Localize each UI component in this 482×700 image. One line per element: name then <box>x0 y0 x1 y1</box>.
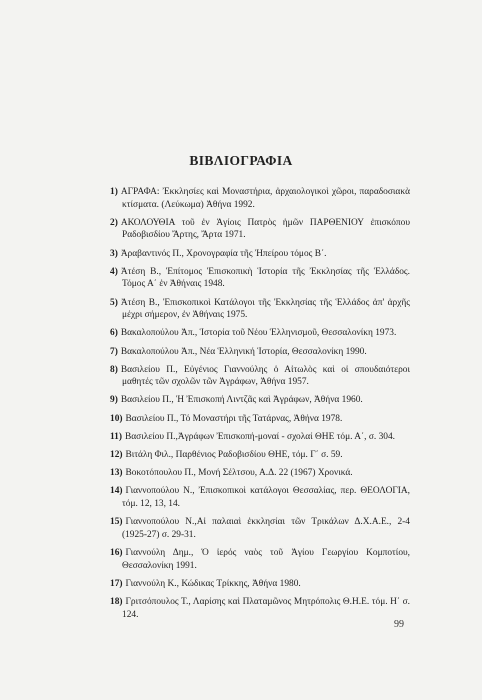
entry-text: Ἀτέση Β., Ἐπίτομος Ἐπισκοπικὴ Ἱστορία τῆς Ἐκκλησίας τῆς Ἑλλάδος. Τόμος Α΄ ἐν Ἀθήναις 1948. <box>120 266 410 290</box>
bibliography-entry <box>110 413 410 426</box>
entry-text: Βιτάλη Φιλ., Παρθένιος Ραδοβισδίου ΘΗΕ, τόμ. Γ΄ σ. 59. <box>125 450 343 461</box>
bibliography-entry <box>110 217 410 242</box>
entry-number: 3) <box>110 248 118 259</box>
entry-text: Βασιλείου Π., Εὐγένιος Γιαννούλης ὁ Αἰτωλὸς καὶ οἱ σπουδαιότεροι μαθητές τῶν σχολῶν τῶν Ἀγράφων, Ἀθήνα 1957. <box>120 364 410 388</box>
entry-text: Γιαννούλη Δημ., Ὁ ἱερός ναὸς τοῦ Ἁγίου Γεωργίου Κομποτίου, Θεσσαλονίκη 1991. <box>122 547 410 571</box>
bibliography-entry <box>110 516 410 541</box>
entry-text: Βακαλοπούλου Ἀπ., Ἱστορία τοῦ Νέου Ἑλληνισμοῦ, Θεσσαλονίκη 1973. <box>120 328 397 339</box>
entry-number: 1) <box>110 187 118 197</box>
entry-number: 10) <box>110 413 123 424</box>
bibliography-entry <box>110 431 410 444</box>
entry-text: ΑΚΟΛΟΥΘΙΑ τοῦ ἐν Ἁγίοις Πατρὸς ἡμῶν ΠΑΡΘΕΝΙΟΥ ἐπισκόπου Ραδοβισδίου Ἄρτης, Ἄρτα 1971. <box>120 217 410 241</box>
page-number: 99 <box>394 619 404 630</box>
entry-text: Βασιλείου Π., Ἡ Ἐπισκοπή Λιντζᾶς καὶ Ἀγράφων, Ἀθήνα 1960. <box>120 395 363 406</box>
bibliography-entry <box>110 346 410 359</box>
entry-number: 13) <box>110 468 123 479</box>
entry-number: 6) <box>110 328 118 339</box>
bibliography-entry <box>110 186 410 211</box>
entry-number: 16) <box>110 547 123 558</box>
bibliography-entry <box>110 596 410 621</box>
bibliography-entry <box>110 327 410 340</box>
entry-text: ΑΓΡΑΦΑ: Ἐκκλησίες καὶ Μοναστήρια, ἀρχαιολογικοὶ χῶροι, παραδοσιακὰ κτίσματα. (Λεύκωμα) Ἀθήνα 1992. <box>120 187 410 210</box>
bibliography-entry <box>110 266 410 291</box>
bibliography-entry <box>110 297 410 322</box>
entry-number: 12) <box>110 450 123 461</box>
bibliography-entry <box>110 547 410 572</box>
page-title: ΒΙΒΛΙΟΓΡΑΦΙΑ <box>189 153 293 168</box>
entry-number: 11) <box>110 431 122 442</box>
entry-text: Γιαννούλη Κ., Κώδικας Τρίκκης, Ἀθήνα 1980. <box>125 578 301 589</box>
bibliography-entry <box>110 578 410 591</box>
entry-number: 8) <box>110 364 118 375</box>
entry-number: 18) <box>110 596 123 607</box>
bibliography-entry <box>110 394 410 407</box>
entry-text: Ἀραβαντινός Π., Χρονογραφία τῆς Ἠπείρου τόμος Β΄. <box>120 248 327 259</box>
entry-number: 4) <box>110 266 118 277</box>
bibliography-entry <box>110 467 410 480</box>
bibliography-entry <box>110 449 410 462</box>
entry-text: Βασιλείου Π.,Ἀγράφων Ἐπισκοπή-μοναί - σχολαί ΘΗΕ τόμ. Α΄, σ. 304. <box>124 431 396 442</box>
entry-text: Βοκοτόπουλου Π., Μονή Σέλτσου, Α.Δ. 22 (1967) Χρονικά. <box>125 468 353 479</box>
entry-number: 14) <box>110 486 123 497</box>
entry-text: Γριτσόπουλος Τ., Λαρίσης καὶ Πλαταμῶνος Μητρόπολις Θ.Η.Ε. τόμ. Η΄ σ. 124. <box>122 596 410 620</box>
entry-text: Γιαννοπούλου Ν., Ἐπισκοπικοὶ κατάλογοι Θεσσαλίας, περ. ΘΕΟΛΟΓΙΑ, τόμ. 12, 13, 14. <box>122 486 410 509</box>
entry-number: 5) <box>110 297 118 308</box>
entry-number: 15) <box>110 517 123 528</box>
entry-text: Βακαλοπούλου Ἀπ., Νέα Ἑλληνική Ἱστορία, Θεσσαλονίκη 1990. <box>120 346 367 357</box>
entry-text: Γιαννοπούλου Ν.,Αἱ παλαιαὶ ἐκκλησίαι τῶν Τρικάλων Δ.Χ.Α.Ε., 2-4 (1925-27) σ. 29-31. <box>122 517 410 540</box>
entry-number: 17) <box>110 578 123 589</box>
bibliography-entry <box>110 248 410 261</box>
entry-text: Ἀτέση Β., Ἐπισκοπικοὶ Κατάλογοι τῆς Ἐκκλησίας τῆς Ἑλλάδος ἀπ' ἀρχῆς μέχρι σήμερον, ἐν Ἀθήναις 1975. <box>120 297 410 321</box>
bibliography-entry <box>110 485 410 510</box>
entry-number: 9) <box>110 395 118 406</box>
entry-text: Βασιλείου Π., Τό Μοναστήρι τῆς Τατάρνας, Ἀθήνα 1978. <box>125 413 343 424</box>
bibliography-list <box>110 186 410 627</box>
entry-number: 7) <box>110 346 118 357</box>
bibliography-entry <box>110 364 410 389</box>
entry-number: 2) <box>110 217 118 228</box>
